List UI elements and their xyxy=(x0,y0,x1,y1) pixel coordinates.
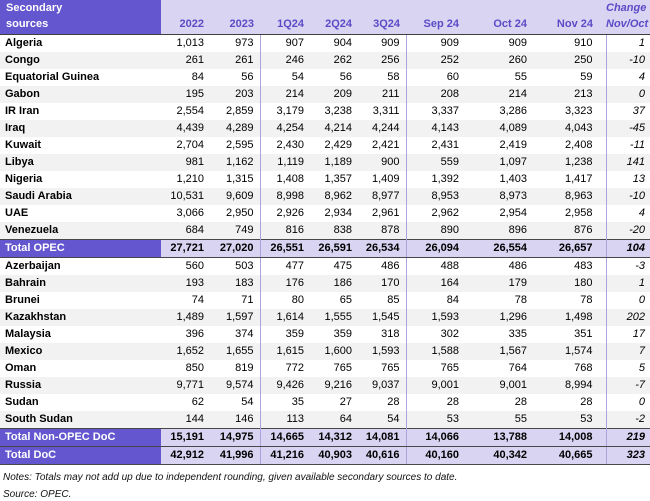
value-cell: 9,771 xyxy=(161,377,210,394)
value-cell: 909 xyxy=(358,35,406,53)
change-value-cell: -45 xyxy=(606,120,650,137)
value-cell: 28 xyxy=(358,394,406,411)
value-cell: 179 xyxy=(472,275,540,292)
value-cell: 54 xyxy=(358,411,406,429)
value-cell: 84 xyxy=(446,294,459,306)
value-cell: 40,342 xyxy=(472,447,540,465)
value-cell: 54 xyxy=(210,394,260,411)
value-cell: 684 xyxy=(161,222,210,240)
value-cell: 26,534 xyxy=(358,240,406,258)
value-cell: 195 xyxy=(161,86,210,103)
value-cell: 4,214 xyxy=(310,120,358,137)
value-cell: 144 xyxy=(161,411,210,429)
country-label: Russia xyxy=(0,377,161,394)
table-row xyxy=(0,120,650,137)
value-cell: 1,162 xyxy=(210,154,260,171)
col-header-oct24: Oct 24 xyxy=(472,0,540,35)
value-cell: 8,953 xyxy=(406,188,472,205)
value-cell: 65 xyxy=(339,294,352,306)
value-cell: 113 xyxy=(260,411,310,429)
value-cell: 193 xyxy=(161,275,210,292)
notes-line: Notes: Totals may not add up due to independent rounding, given available secondary sources to date. xyxy=(3,472,458,483)
value-cell: 64 xyxy=(310,411,358,429)
value-cell: 256 xyxy=(358,52,406,69)
country-label: Malaysia xyxy=(5,328,51,340)
value-cell: 213 xyxy=(540,86,606,103)
value-cell: 41,216 xyxy=(260,447,310,465)
value-cell: 2,431 xyxy=(431,139,459,151)
value-cell: 8,994 xyxy=(540,377,606,394)
table-body xyxy=(0,35,650,465)
col-header-nov24: Nov 24 xyxy=(540,0,606,35)
value-cell: 14,081 xyxy=(358,429,406,447)
country-label: Sudan xyxy=(5,396,39,408)
value-cell: 246 xyxy=(260,52,310,69)
country-label: Gabon xyxy=(0,86,161,103)
total-row xyxy=(0,429,650,447)
value-cell: 9,001 xyxy=(472,377,540,394)
value-cell: 477 xyxy=(285,260,304,272)
value-cell: 765 xyxy=(333,362,352,374)
value-cell: 1,574 xyxy=(540,343,606,360)
table-row xyxy=(0,343,650,360)
value-cell: 2,950 xyxy=(210,205,260,222)
value-cell: 9,574 xyxy=(210,377,260,394)
country-label: Oman xyxy=(5,362,37,374)
value-cell: 1,315 xyxy=(210,171,260,188)
value-cell: 772 xyxy=(285,362,304,374)
value-cell: 1,614 xyxy=(260,309,310,326)
value-cell: 15,191 xyxy=(161,429,210,447)
col-header-1q24: 1Q24 xyxy=(260,0,310,35)
value-cell: 14,008 xyxy=(540,429,606,447)
value-cell: 488 xyxy=(440,260,459,272)
value-cell: 2,926 xyxy=(276,207,304,219)
value-cell: 3,286 xyxy=(499,105,527,117)
value-cell: 560 xyxy=(185,260,204,272)
total-row xyxy=(0,240,650,258)
value-cell: 1,593 xyxy=(406,309,472,326)
value-cell: 486 xyxy=(358,258,406,276)
value-cell: 9,426 xyxy=(260,377,310,394)
value-cell: 1,615 xyxy=(260,343,310,360)
value-cell: 1,489 xyxy=(161,309,210,326)
country-label: Mexico xyxy=(0,343,161,360)
value-cell: 8,998 xyxy=(260,188,310,205)
value-cell: 41,996 xyxy=(210,447,260,465)
value-cell: 2,954 xyxy=(499,207,527,219)
value-cell: 10,531 xyxy=(161,188,210,205)
value-cell: 262 xyxy=(310,52,358,69)
value-cell: 2,430 xyxy=(276,139,304,151)
value-cell: 318 xyxy=(358,326,406,343)
value-cell: 59 xyxy=(540,69,606,86)
value-cell: 475 xyxy=(333,260,352,272)
value-cell: 2,859 xyxy=(210,103,260,120)
value-cell: 40,903 xyxy=(310,447,358,465)
value-cell: 1,097 xyxy=(472,154,540,171)
value-cell: 1,392 xyxy=(431,173,459,185)
value-cell: 359 xyxy=(333,328,352,340)
value-cell: 4,089 xyxy=(472,120,540,137)
col-header-2q24: 2Q24 xyxy=(310,0,358,35)
value-cell: 252 xyxy=(406,52,472,69)
value-cell: 765 xyxy=(358,360,406,377)
value-cell: 909 xyxy=(508,37,527,49)
value-cell: 8,973 xyxy=(472,188,540,205)
value-cell: 53 xyxy=(406,411,472,429)
value-cell: 907 xyxy=(285,37,304,49)
value-cell: 816 xyxy=(260,222,310,240)
corner-header-line1: Secondary xyxy=(6,2,63,14)
change-value-cell: 13 xyxy=(632,173,645,185)
table-row xyxy=(0,69,650,86)
value-cell: 214 xyxy=(472,86,540,103)
country-label: Congo xyxy=(0,52,161,69)
value-cell: 58 xyxy=(358,69,406,86)
value-cell: 85 xyxy=(358,292,406,309)
country-label: Bahrain xyxy=(0,275,161,292)
value-cell: 4,254 xyxy=(260,120,310,137)
value-cell: 2,961 xyxy=(358,205,406,222)
change-value-cell: -7 xyxy=(606,377,650,394)
corner-header xyxy=(0,0,161,35)
value-cell: 1,013 xyxy=(176,37,204,49)
value-cell: 4,289 xyxy=(210,120,260,137)
value-cell: 80 xyxy=(291,294,304,306)
country-label: South Sudan xyxy=(0,411,161,429)
country-label: Saudi Arabia xyxy=(0,188,161,205)
value-cell: 396 xyxy=(185,328,204,340)
value-cell: 74 xyxy=(191,294,204,306)
change-value-cell: 0 xyxy=(606,86,650,103)
value-cell: 208 xyxy=(406,86,472,103)
value-cell: 56 xyxy=(339,71,352,83)
value-cell: 1,296 xyxy=(472,309,540,326)
change-value-cell: 1 xyxy=(638,37,645,49)
col-header-3q24: 3Q24 xyxy=(358,0,406,35)
value-cell: 1,545 xyxy=(358,309,406,326)
corner-header-line2: sources xyxy=(6,18,49,30)
value-cell: 26,657 xyxy=(540,240,606,258)
value-cell: 250 xyxy=(540,52,606,69)
value-cell: 2,408 xyxy=(540,137,606,154)
country-label: UAE xyxy=(5,207,29,219)
value-cell: 2,421 xyxy=(358,137,406,154)
change-value-cell: -10 xyxy=(606,188,650,205)
table-row xyxy=(0,377,650,394)
value-cell: 211 xyxy=(358,86,406,103)
change-value-cell: 37 xyxy=(632,105,645,117)
value-cell: 27 xyxy=(339,396,352,408)
total-label: Total OPEC xyxy=(0,240,161,258)
change-value-cell: 219 xyxy=(606,429,650,447)
change-header-line1: Change xyxy=(606,2,647,14)
value-cell: 26,094 xyxy=(406,240,472,258)
value-cell: 973 xyxy=(210,35,260,53)
country-label: Algeria xyxy=(5,37,43,49)
value-cell: 28 xyxy=(540,394,606,411)
value-cell: 819 xyxy=(210,360,260,377)
country-label: IR Iran xyxy=(5,105,40,117)
value-cell: 27,721 xyxy=(161,240,210,258)
table-row xyxy=(0,326,650,343)
value-cell: 1,417 xyxy=(540,171,606,188)
value-cell: 170 xyxy=(358,275,406,292)
table-row xyxy=(0,394,650,411)
change-value-cell: 5 xyxy=(638,362,645,374)
value-cell: 1,119 xyxy=(260,154,310,171)
value-cell: 765 xyxy=(440,362,459,374)
value-cell: 35 xyxy=(291,396,304,408)
value-cell: 8,962 xyxy=(310,188,358,205)
value-cell: 838 xyxy=(310,222,358,240)
country-label: Equatorial Guinea xyxy=(5,71,100,83)
value-cell: 42,912 xyxy=(161,447,210,465)
value-cell: 351 xyxy=(540,326,606,343)
value-cell: 13,788 xyxy=(472,429,540,447)
table-header xyxy=(0,0,650,35)
change-value-cell: -10 xyxy=(606,52,650,69)
value-cell: 209 xyxy=(310,86,358,103)
value-cell: 62 xyxy=(191,396,204,408)
value-cell: 850 xyxy=(185,362,204,374)
value-cell: 40,160 xyxy=(406,447,472,465)
country-label: Kuwait xyxy=(5,139,42,151)
value-cell: 359 xyxy=(285,328,304,340)
change-value-cell: 7 xyxy=(606,343,650,360)
value-cell: 9,609 xyxy=(210,188,260,205)
change-value-cell: 104 xyxy=(606,240,650,258)
change-value-cell: 202 xyxy=(606,309,650,326)
value-cell: 55 xyxy=(472,411,540,429)
value-cell: 60 xyxy=(446,71,459,83)
value-cell: 183 xyxy=(210,275,260,292)
value-cell: 335 xyxy=(508,328,527,340)
value-cell: 28 xyxy=(514,396,527,408)
value-cell: 4,043 xyxy=(540,120,606,137)
value-cell: 9,001 xyxy=(406,377,472,394)
col-header-sep24: Sep 24 xyxy=(406,0,472,35)
value-cell: 9,216 xyxy=(310,377,358,394)
table-row xyxy=(0,275,650,292)
value-cell: 2,429 xyxy=(324,139,352,151)
value-cell: 9,037 xyxy=(358,377,406,394)
footer-notes xyxy=(0,465,650,501)
value-cell: 214 xyxy=(260,86,310,103)
value-cell: 1,238 xyxy=(540,154,606,171)
change-value-cell: -3 xyxy=(635,260,645,272)
value-cell: 3,179 xyxy=(276,105,304,117)
value-cell: 1,555 xyxy=(310,309,358,326)
value-cell: 8,963 xyxy=(540,188,606,205)
value-cell: 2,595 xyxy=(210,137,260,154)
value-cell: 4,439 xyxy=(161,120,210,137)
value-cell: 71 xyxy=(210,292,260,309)
country-label: Azerbaijan xyxy=(5,260,61,272)
value-cell: 27,020 xyxy=(210,240,260,258)
value-cell: 486 xyxy=(508,260,527,272)
table-row xyxy=(0,360,650,377)
value-cell: 910 xyxy=(540,35,606,53)
value-cell: 2,704 xyxy=(176,139,204,151)
value-cell: 909 xyxy=(440,37,459,49)
value-cell: 3,337 xyxy=(431,105,459,117)
value-cell: 14,665 xyxy=(260,429,310,447)
value-cell: 186 xyxy=(310,275,358,292)
country-label: Kazakhstan xyxy=(0,309,161,326)
table-row xyxy=(0,411,650,429)
value-cell: 1,655 xyxy=(210,343,260,360)
value-cell: 261 xyxy=(161,52,210,69)
value-cell: 14,312 xyxy=(310,429,358,447)
value-cell: 1,210 xyxy=(176,173,204,185)
value-cell: 2,962 xyxy=(431,207,459,219)
col-header-change xyxy=(606,0,650,35)
total-label: Total DoC xyxy=(0,447,161,465)
value-cell: 54 xyxy=(291,71,304,83)
value-cell: 53 xyxy=(540,411,606,429)
value-cell: 981 xyxy=(161,154,210,171)
value-cell: 164 xyxy=(406,275,472,292)
value-cell: 26,554 xyxy=(472,240,540,258)
value-cell: 14,066 xyxy=(406,429,472,447)
value-cell: 1,189 xyxy=(310,154,358,171)
value-cell: 2,934 xyxy=(324,207,352,219)
value-cell: 260 xyxy=(472,52,540,69)
col-header-2023: 2023 xyxy=(210,0,260,35)
country-label: Brunei xyxy=(5,294,40,306)
value-cell: 40,616 xyxy=(358,447,406,465)
value-cell: 146 xyxy=(210,411,260,429)
value-cell: 1,357 xyxy=(324,173,352,185)
change-value-cell: -20 xyxy=(606,222,650,240)
value-cell: 1,588 xyxy=(406,343,472,360)
value-cell: 176 xyxy=(260,275,310,292)
value-cell: 3,323 xyxy=(540,103,606,120)
country-label: Venezuela xyxy=(0,222,161,240)
value-cell: 3,066 xyxy=(176,207,204,219)
value-cell: 56 xyxy=(210,69,260,86)
table-row xyxy=(0,205,650,222)
change-value-cell: 0 xyxy=(638,396,645,408)
value-cell: 1,408 xyxy=(276,173,304,185)
country-label: Nigeria xyxy=(5,173,43,185)
value-cell: 2,554 xyxy=(176,105,204,117)
change-value-cell: 141 xyxy=(606,154,650,171)
change-value-cell: 323 xyxy=(606,447,650,465)
value-cell: 78 xyxy=(540,292,606,309)
change-value-cell: -11 xyxy=(629,139,645,151)
value-cell: 3,238 xyxy=(324,105,352,117)
value-cell: 768 xyxy=(540,360,606,377)
value-cell: 559 xyxy=(406,154,472,171)
value-cell: 890 xyxy=(406,222,472,240)
value-cell: 1,600 xyxy=(310,343,358,360)
value-cell: 900 xyxy=(358,154,406,171)
value-cell: 40,665 xyxy=(540,447,606,465)
country-label: Libya xyxy=(0,154,161,171)
value-cell: 14,975 xyxy=(210,429,260,447)
value-cell: 84 xyxy=(191,71,204,83)
value-cell: 503 xyxy=(210,258,260,276)
table-row xyxy=(0,309,650,326)
value-cell: 8,977 xyxy=(358,188,406,205)
value-cell: 2,419 xyxy=(499,139,527,151)
table-row xyxy=(0,222,650,240)
value-cell: 55 xyxy=(514,71,527,83)
value-cell: 1,597 xyxy=(210,309,260,326)
value-cell: 2,958 xyxy=(540,205,606,222)
value-cell: 1,498 xyxy=(540,309,606,326)
value-cell: 4,244 xyxy=(358,120,406,137)
change-header-line2: Nov/Oct xyxy=(606,18,649,30)
table-row xyxy=(0,137,650,154)
value-cell: 261 xyxy=(210,52,260,69)
value-cell: 1,403 xyxy=(499,173,527,185)
change-value-cell: 4 xyxy=(638,207,645,219)
table-row xyxy=(0,292,650,309)
value-cell: 3,311 xyxy=(358,103,406,120)
value-cell: 1,409 xyxy=(358,171,406,188)
col-header-2022: 2022 xyxy=(161,0,210,35)
change-value-cell: 17 xyxy=(632,328,645,340)
table-row xyxy=(0,35,650,53)
value-cell: 1,593 xyxy=(358,343,406,360)
value-cell: 26,591 xyxy=(310,240,358,258)
total-row xyxy=(0,447,650,465)
table-row xyxy=(0,52,650,69)
value-cell: 28 xyxy=(446,396,459,408)
table-row xyxy=(0,258,650,276)
table-row xyxy=(0,86,650,103)
change-value-cell: 1 xyxy=(606,275,650,292)
value-cell: 1,652 xyxy=(161,343,210,360)
value-cell: 904 xyxy=(333,37,352,49)
country-label: Iraq xyxy=(0,120,161,137)
value-cell: 180 xyxy=(540,275,606,292)
total-label: Total Non-OPEC DoC xyxy=(0,429,161,447)
table-row xyxy=(0,103,650,120)
value-cell: 483 xyxy=(540,258,606,276)
value-cell: 749 xyxy=(210,222,260,240)
change-value-cell: 0 xyxy=(638,294,645,306)
table-row xyxy=(0,188,650,205)
value-cell: 876 xyxy=(540,222,606,240)
value-cell: 374 xyxy=(210,326,260,343)
change-value-cell: 4 xyxy=(638,71,645,83)
source-line: Source: OPEC. xyxy=(3,489,72,500)
table-row xyxy=(0,154,650,171)
value-cell: 764 xyxy=(508,362,527,374)
change-value-cell: -2 xyxy=(606,411,650,429)
value-cell: 878 xyxy=(358,222,406,240)
value-cell: 4,143 xyxy=(406,120,472,137)
value-cell: 302 xyxy=(440,328,459,340)
value-cell: 896 xyxy=(472,222,540,240)
value-cell: 26,551 xyxy=(260,240,310,258)
value-cell: 203 xyxy=(210,86,260,103)
value-cell: 78 xyxy=(514,294,527,306)
table-row xyxy=(0,171,650,188)
value-cell: 1,567 xyxy=(472,343,540,360)
